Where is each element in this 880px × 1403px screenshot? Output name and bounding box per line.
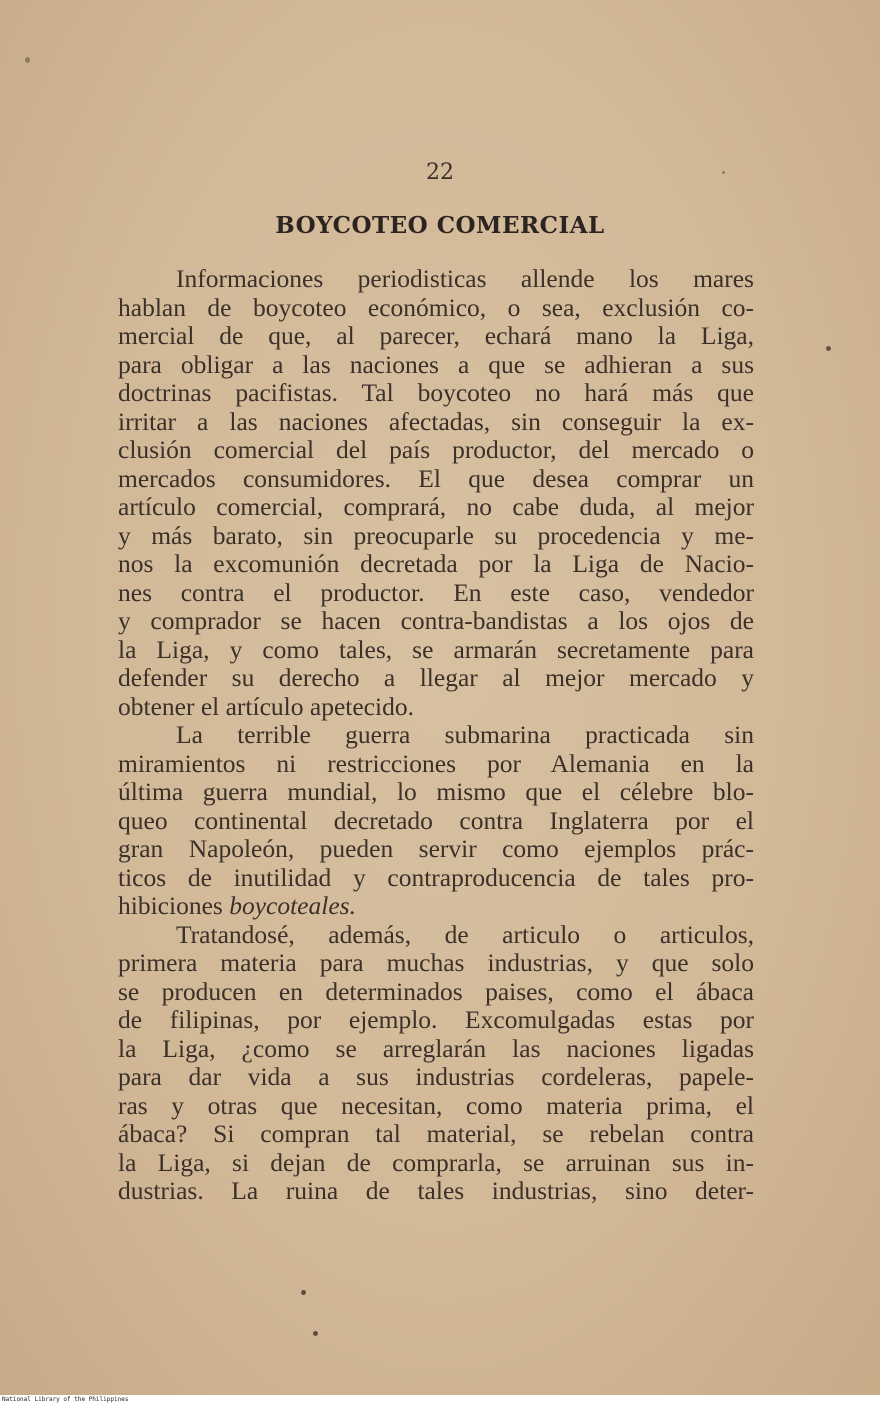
text-line: Informaciones periodisticas allende los mares [176, 264, 754, 293]
paper-speck [25, 57, 30, 63]
page-number: 22 [426, 160, 454, 185]
text-line-with-italic [118, 892, 754, 921]
text-line: gran Napoleón, pueden servir como ejemplos prác- [118, 834, 754, 863]
italic-word: boycoteales. [229, 891, 356, 920]
chapter-title: BOYCOTEO COMERCIAL [275, 212, 605, 239]
paper-speck [826, 346, 831, 351]
text-line: artículo comercial, comprará, no cabe duda, al mejor [118, 492, 754, 521]
text-line: la Liga, y como tales, se armarán secretamente para [118, 634, 754, 664]
text-line: ticos de inutilidad y contraproducencia de tales pro- [118, 862, 754, 892]
text-line: mercial de que, al parecer, echará mano la Liga, [118, 321, 754, 350]
body-text [118, 265, 754, 1206]
text-line: nos la excomunión decretada por la Liga de Nacio- [118, 549, 754, 578]
text-line: de filipinas, por ejemplo. Excomulgadas estas por [118, 1005, 754, 1034]
text-line: irritar a las naciones afectadas, sin conseguir la ex- [118, 406, 754, 436]
paper-speck [301, 1290, 306, 1295]
text-line: queo continental decretado contra Inglaterra por el [118, 805, 754, 835]
text-line: primera materia para muchas industrias, y que solo [118, 948, 754, 977]
text-line: ras y otras que necesitan, como materia prima, el [118, 1090, 754, 1120]
text-line: doctrinas pacifistas. Tal boycoteo no hará más que [118, 378, 754, 407]
text-line: la Liga, ¿como se arreglarán las naciones ligadas [118, 1033, 754, 1063]
text-line: última guerra mundial, lo mismo que el célebre blo- [118, 777, 754, 806]
text-line: miramientos ni restricciones por Alemania en la [118, 748, 754, 778]
text-line: y más barato, sin preocuparle su procedencia y me- [118, 520, 754, 550]
text-line: para dar vida a sus industrias cordeleras, papele- [118, 1062, 754, 1091]
text-segment: hibiciones [118, 891, 230, 920]
text-line: mercados consumidores. El que desea comprar un [118, 463, 754, 493]
text-line: clusión comercial del país productor, del mercado o [118, 435, 754, 464]
text-line: para obligar a las naciones a que se adhieran a sus [118, 349, 754, 379]
text-line: la Liga, si dejan de comprarla, se arruinan sus in- [118, 1147, 754, 1177]
text-line: obtener el artículo apetecido. [118, 691, 414, 721]
text-line: se producen en determinados paises, como el ábaca [118, 976, 754, 1006]
text-line: ábaca? Si compran tal material, se rebelan contra [118, 1119, 754, 1148]
text-line: hablan de boycoteo económico, o sea, exclusión co- [118, 292, 754, 322]
text-line: La terrible guerra submarina practicada sin [176, 720, 754, 749]
text-line: nes contra el productor. En este caso, vendedor [118, 577, 754, 607]
library-credit: National Library of the Philippines [2, 1396, 129, 1403]
text-line: defender su derecho a llegar al mejor mercado y [118, 663, 754, 692]
footer-strip [0, 1395, 880, 1403]
text-line: y comprador se hacen contra-bandistas a los ojos de [118, 606, 754, 635]
text-line: Tratandosé, además, de articulo o articulos, [176, 919, 754, 949]
paper-speck [313, 1331, 318, 1336]
text-line: dustrias. La ruina de tales industrias, sino deter- [118, 1176, 754, 1205]
